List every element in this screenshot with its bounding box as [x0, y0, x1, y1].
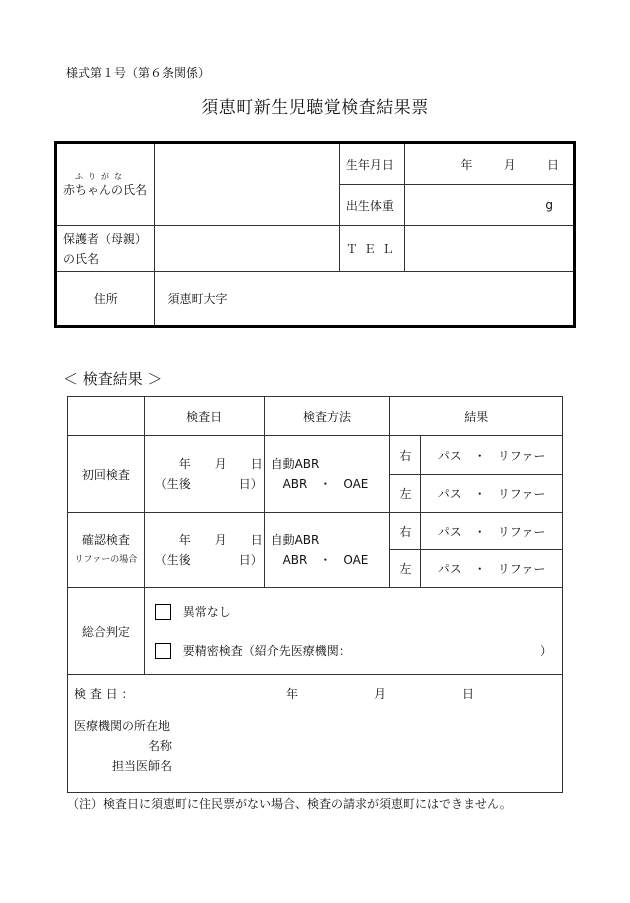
guardian-label: 保護者（母親）の氏名 [56, 226, 155, 272]
confirm-right-label: 右 [390, 513, 421, 550]
header-result: 結果 [390, 397, 563, 436]
month-unit: 月 [503, 157, 516, 172]
exam-results-table [67, 396, 563, 793]
section-title: ＜ 検査結果 ＞ [63, 370, 163, 388]
detailed-exam-checkbox[interactable] [155, 643, 171, 659]
baby-name-label-cell [56, 143, 155, 226]
confirm-date-cell[interactable] [144, 513, 264, 588]
address-label: 住所 [56, 272, 155, 327]
initial-date-cell[interactable] [144, 436, 264, 513]
confirm-exam-label-cell [68, 513, 145, 588]
guardian-name-field[interactable] [155, 226, 339, 272]
initial-right-result[interactable]: パス ・ リファー [421, 436, 563, 475]
confirm-date-line: 年 月 日 [178, 533, 263, 547]
birth-weight-field[interactable] [404, 185, 574, 226]
initial-exam-label: 初回検査 [68, 436, 145, 513]
form-number: 様式第１号（第６条関係） [66, 66, 211, 80]
confirm-method-options: ABR ・ OAE [282, 553, 369, 567]
normal-checkbox[interactable] [155, 604, 171, 620]
confirm-exam-sub: リファーの場合 [74, 555, 138, 565]
birth-date-field[interactable] [404, 143, 574, 185]
exam-day-unit: 日 [461, 687, 474, 701]
confirm-exam-label: 確認検査 [81, 533, 130, 547]
birth-weight-label: 出生体重 [339, 185, 404, 226]
initial-left-label: 左 [390, 475, 421, 513]
address-field[interactable] [155, 272, 575, 327]
initial-method-auto-abr: 自動ABR [270, 457, 320, 471]
confirm-right-result[interactable]: パス ・ リファー [421, 513, 563, 550]
doctor-name-label: 担当医師名 [112, 759, 173, 773]
initial-left-result[interactable]: パス ・ リファー [421, 475, 563, 513]
detailed-exam-label: 要精密検査（紹介先医療機関： [182, 644, 351, 658]
corner-cell [68, 397, 145, 436]
year-unit: 年 [460, 157, 473, 172]
birth-date-label: 生年月日 [339, 143, 404, 185]
baby-name-label: 赤ちゃんの氏名 [63, 182, 148, 197]
page-title: 須恵町新生児聴覚検査結果票 [201, 98, 429, 118]
facility-section [68, 675, 563, 793]
exam-date-label: 検 査 日 ： [74, 687, 134, 701]
footnote: （注）検査日に須恵町に住民票がない場合、検査の請求が須恵町にはできません。 [67, 797, 512, 811]
weight-unit: g [545, 198, 553, 212]
address-prefix: 須恵町大字 [167, 292, 228, 306]
confirm-age-line: （生後 日） [154, 553, 263, 567]
confirm-method-auto-abr: 自動ABR [270, 533, 320, 547]
initial-age-line: （生後 日） [154, 477, 263, 491]
initial-method-cell[interactable] [264, 436, 390, 513]
day-unit: 日 [546, 157, 559, 172]
overall-judgment-cell [144, 588, 562, 675]
header-exam-date: 検査日 [144, 397, 264, 436]
initial-right-label: 右 [390, 436, 421, 475]
header-exam-method: 検査方法 [264, 397, 390, 436]
initial-method-options: ABR ・ OAE [282, 477, 369, 491]
tel-field[interactable] [404, 226, 574, 272]
confirm-left-result[interactable]: パス ・ リファー [421, 550, 563, 588]
exam-year-unit: 年 [285, 687, 298, 701]
confirm-left-label: 左 [390, 550, 421, 588]
initial-date-line: 年 月 日 [178, 457, 263, 471]
facility-address-label: 医療機関の所在地 [74, 719, 171, 733]
facility-name-label: 名称 [148, 739, 173, 753]
detailed-exam-close: ） [539, 644, 552, 658]
baby-name-field[interactable] [155, 143, 339, 226]
tel-label: ＴＥＬ [339, 226, 404, 272]
overall-judgment-label: 総合判定 [68, 588, 145, 675]
normal-label: 異常なし [182, 605, 231, 619]
exam-month-unit: 月 [373, 687, 386, 701]
baby-info-table [54, 141, 576, 328]
confirm-method-cell[interactable] [264, 513, 390, 588]
furigana-label: ふりがな [75, 171, 127, 181]
